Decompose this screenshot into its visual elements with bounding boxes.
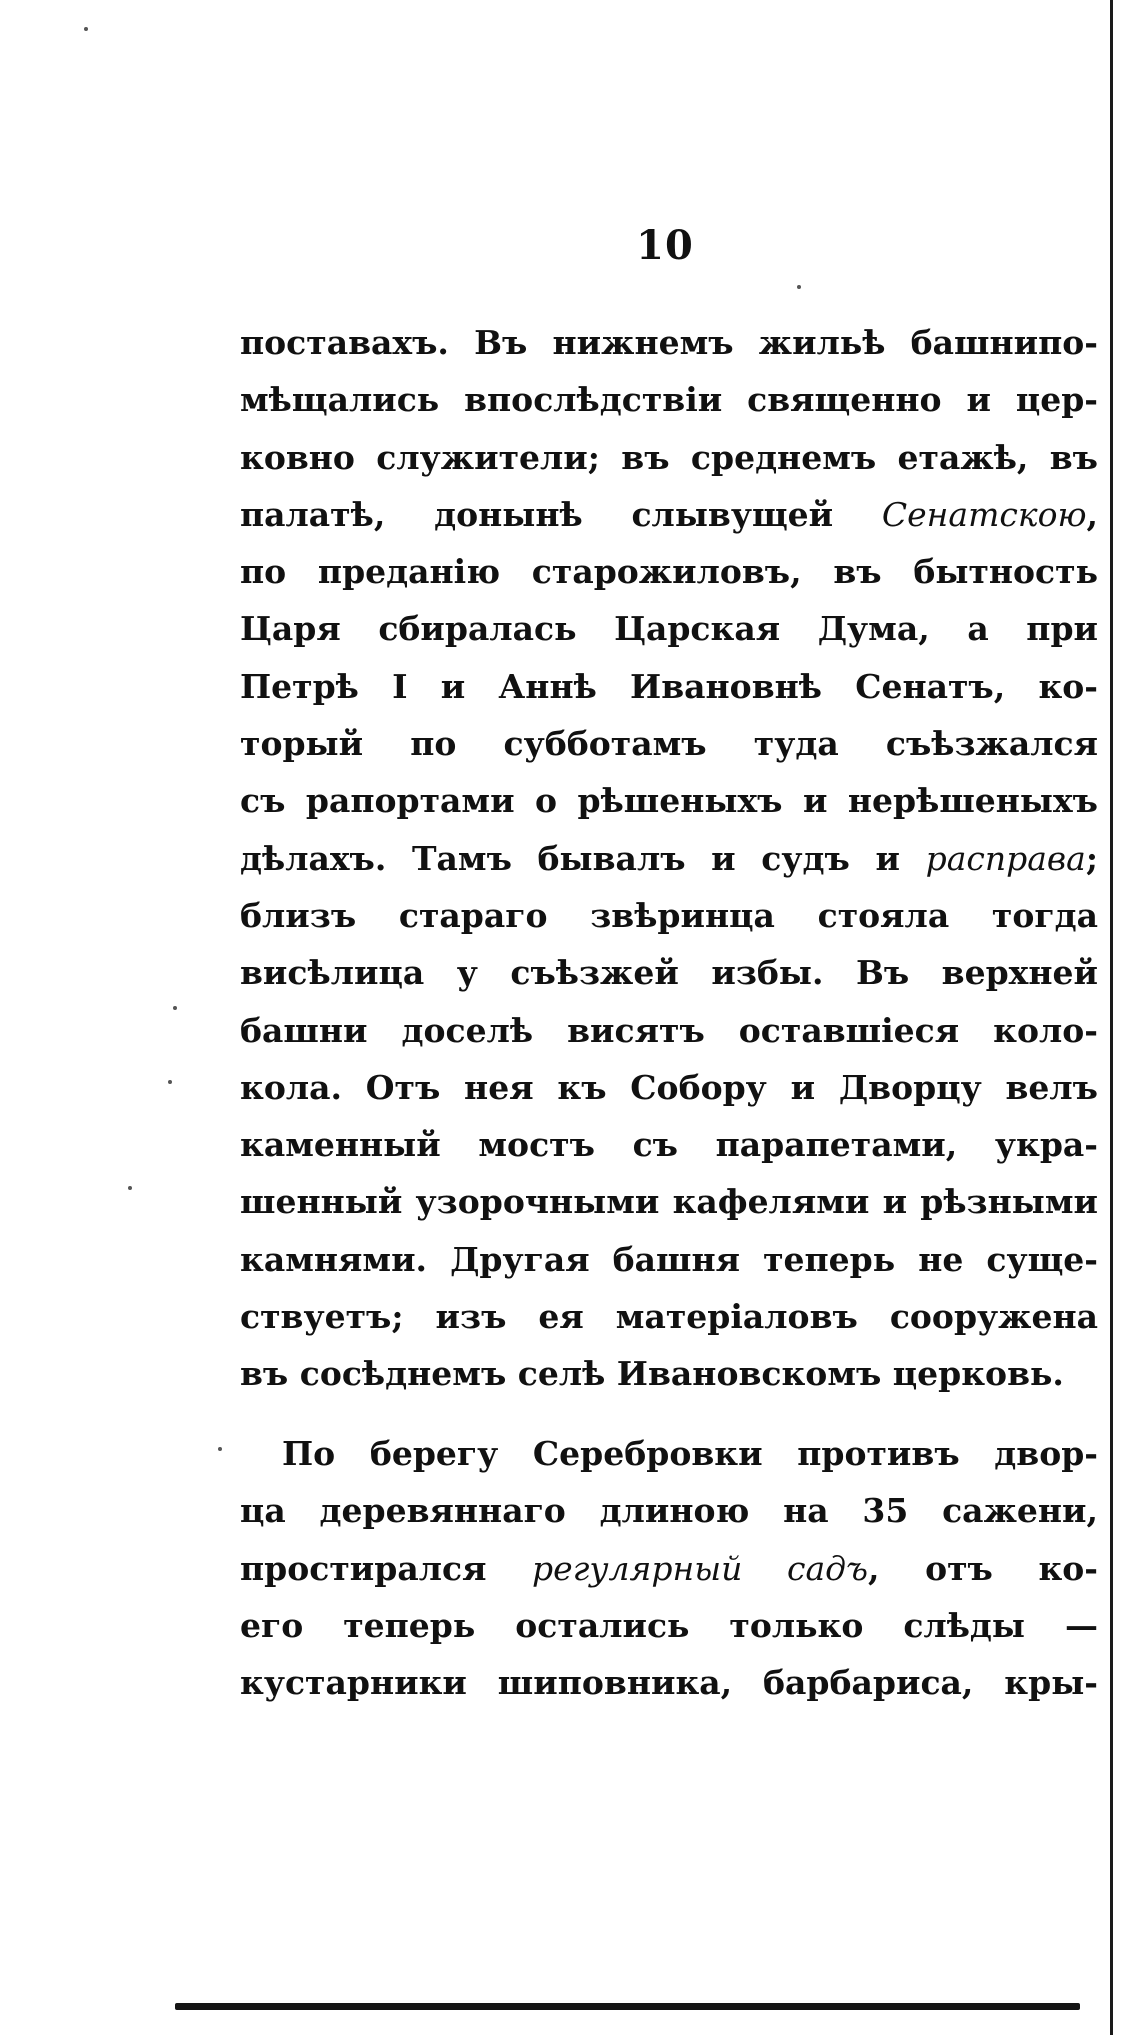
line-text: ствуетъ; изъ ея матеріаловъ сооружена xyxy=(240,1297,1098,1337)
text-line xyxy=(240,1654,1098,1711)
text-line xyxy=(240,1288,1098,1345)
text-line xyxy=(240,429,1098,486)
text-line xyxy=(240,1173,1098,1230)
line-text: палатѣ, донынѣ слывущей xyxy=(240,494,882,534)
text-line xyxy=(240,830,1098,887)
line-text: простирался xyxy=(240,1548,533,1588)
text-line xyxy=(240,1482,1098,1539)
ink-speck xyxy=(128,1186,132,1190)
text-line xyxy=(240,371,1098,428)
ink-speck xyxy=(218,1447,222,1451)
line-text: каменный мостъ съ парапетами, укра- xyxy=(240,1125,1098,1165)
page-edge-line xyxy=(1110,0,1113,2035)
line-text: кола. Отъ нея къ Собору и Дворцу велъ xyxy=(240,1067,1098,1107)
text-line xyxy=(240,944,1098,1001)
text-line xyxy=(240,715,1098,772)
italic-term: расправа xyxy=(925,838,1086,878)
line-text: , отъ ко- xyxy=(868,1548,1098,1588)
text-line xyxy=(240,887,1098,944)
text-line xyxy=(240,543,1098,600)
paragraph-2 xyxy=(240,1425,1098,1711)
text-line xyxy=(240,1002,1098,1059)
ink-speck xyxy=(797,285,801,289)
line-text: Петрѣ I и Аннѣ Ивановнѣ Сенатъ, ко- xyxy=(240,666,1098,706)
line-text: по преданію старожиловъ, въ бытность xyxy=(240,552,1098,592)
text-line xyxy=(240,772,1098,829)
text-line xyxy=(240,1345,1098,1402)
italic-term: Сенатскою xyxy=(881,494,1087,534)
line-text: поставахъ. Въ нижнемъ жильѣ башнипо- xyxy=(240,323,1098,362)
page-number: 10 xyxy=(636,222,694,269)
line-text: По берегу Серебровки противъ двор- xyxy=(282,1434,1098,1473)
line-text: близъ стараго звѣринца стояла тогда xyxy=(240,895,1098,935)
ink-speck xyxy=(84,27,88,31)
text-line xyxy=(240,1540,1098,1597)
ink-speck xyxy=(168,1080,172,1084)
line-text: торый по субботамъ туда съѣзжался xyxy=(240,724,1098,764)
line-text: Царя сбиралась Царская Дума, а при xyxy=(240,609,1098,649)
line-text: дѣлахъ. Тамъ бывалъ и судъ и xyxy=(240,838,926,878)
text-line xyxy=(240,600,1098,657)
line-text: шенный узорочными кафелями и рѣзными xyxy=(240,1182,1098,1222)
ink-speck xyxy=(173,1006,177,1010)
text-line xyxy=(240,1231,1098,1288)
text-line xyxy=(240,486,1098,543)
line-text: , xyxy=(1086,494,1098,534)
line-text: ; xyxy=(1085,838,1098,878)
line-text: ковно служители; въ среднемъ етажѣ, въ xyxy=(240,437,1098,477)
bottom-rule xyxy=(175,2003,1080,2010)
line-text: мѣщались впослѣдствіи священно и цер- xyxy=(240,380,1098,420)
text-line xyxy=(240,314,1098,371)
line-text: висѣлица у съѣзжей избы. Въ верхней xyxy=(240,953,1098,993)
line-text: башни доселѣ висятъ оставшіеся коло- xyxy=(240,1010,1098,1050)
paragraph-1 xyxy=(240,314,1098,1403)
text-line xyxy=(240,1597,1098,1654)
italic-term: регулярный садъ xyxy=(532,1548,869,1588)
line-text: кустарники шиповника, барбариса, кры- xyxy=(240,1663,1098,1703)
line-text: камнями. Другая башня теперь не суще- xyxy=(240,1239,1098,1279)
text-line xyxy=(240,1116,1098,1173)
line-text: ца деревяннаго длиною на 35 сажени, xyxy=(240,1491,1098,1531)
line-text: его теперь остались только слѣды — xyxy=(240,1605,1098,1645)
line-text: съ рапортами о рѣшеныхъ и нерѣшеныхъ xyxy=(240,781,1098,821)
text-line xyxy=(240,1425,1098,1482)
text-line xyxy=(240,658,1098,715)
text-line xyxy=(240,1059,1098,1116)
line-text: въ сосѣднемъ селѣ Ивановскомъ церковь. xyxy=(240,1354,1064,1394)
